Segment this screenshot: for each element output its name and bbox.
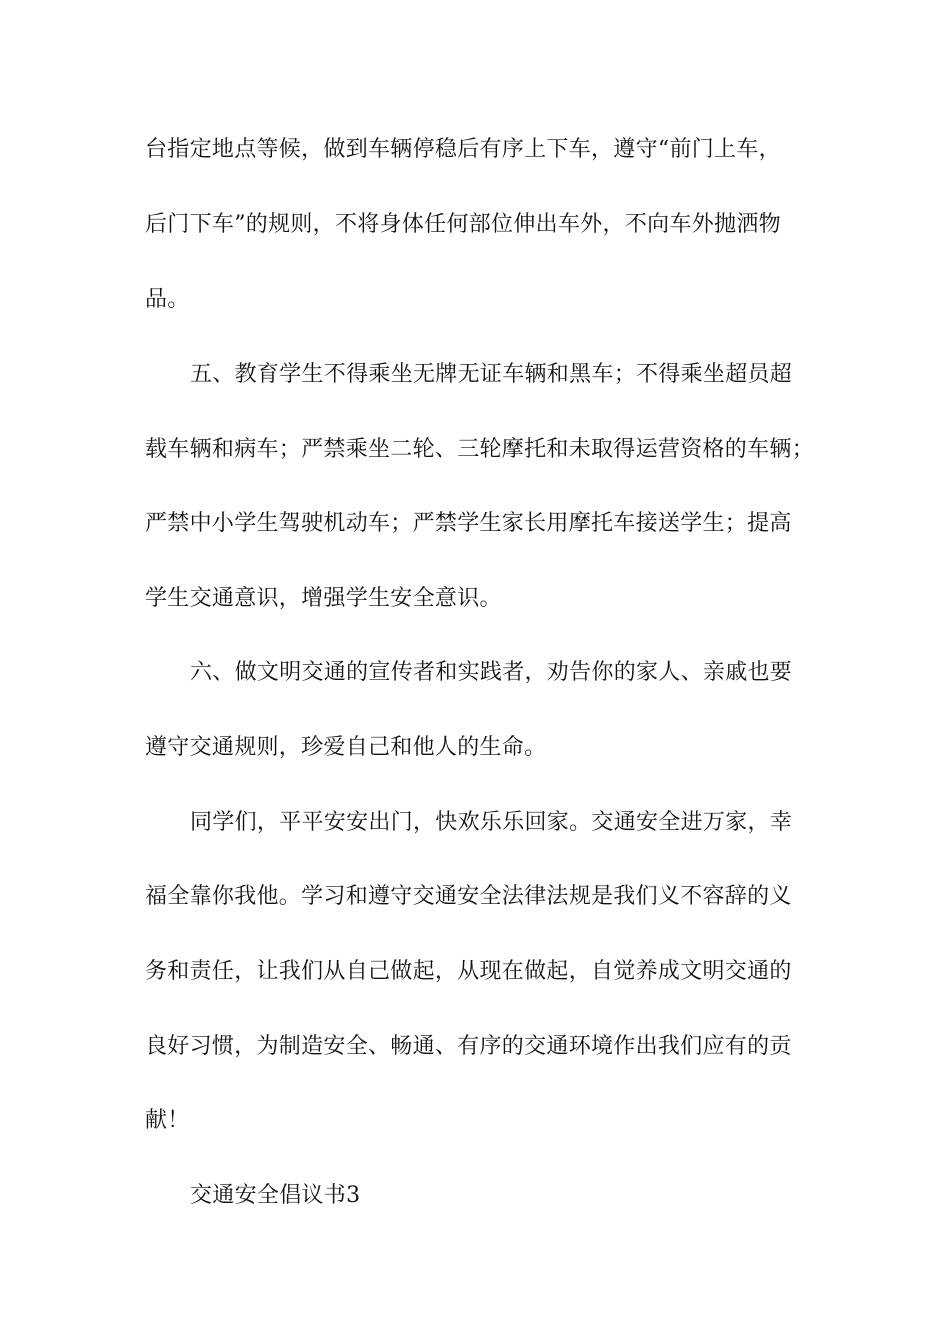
text-line: 遵守交通规则，珍爱自己和他人的生命。: [145, 735, 547, 760]
text-line: 台指定地点等候，做到车辆停稳后有序上下车，遵守“前门上车，: [145, 137, 781, 162]
closing-paragraph-start: 同学们，平平安安出门，快欢乐乐回家。交通安全进万家，幸: [190, 810, 793, 835]
text-line: 载车辆和病车；严禁乘坐二轮、三轮摩托和未取得运营资格的车辆；: [145, 437, 815, 462]
text-line: 良好习惯，为制造安全、畅通、有序的交通环境作出我们应有的贡: [145, 1034, 792, 1059]
text-line: 学生交通意识，增强学生安全意识。: [145, 586, 502, 611]
paragraph-6-start: 六、做文明交通的宣传者和实践者，劝告你的家人、亲戚也要: [190, 660, 793, 685]
text-line: 福全靠你我他。学习和遵守交通安全法律法规是我们义不容辞的义: [145, 884, 792, 909]
text-line: 务和责任，让我们从自己做起，从现在做起，自觉养成文明交通的: [145, 959, 792, 984]
text-line: 品。: [145, 287, 190, 312]
section-heading: 交通安全倡议书3: [190, 1183, 361, 1208]
text-line: 严禁中小学生驾驶机动车；严禁学生家长用摩托车接送学生；提高: [145, 511, 792, 536]
text-line: 献！: [145, 1108, 190, 1133]
paragraph-5-start: 五、教育学生不得乘坐无牌无证车辆和黑车；不得乘坐超员超: [190, 362, 793, 387]
text-line: 后门下车”的规则，不将身体任何部位伸出车外，不向车外抛洒物: [145, 212, 781, 237]
